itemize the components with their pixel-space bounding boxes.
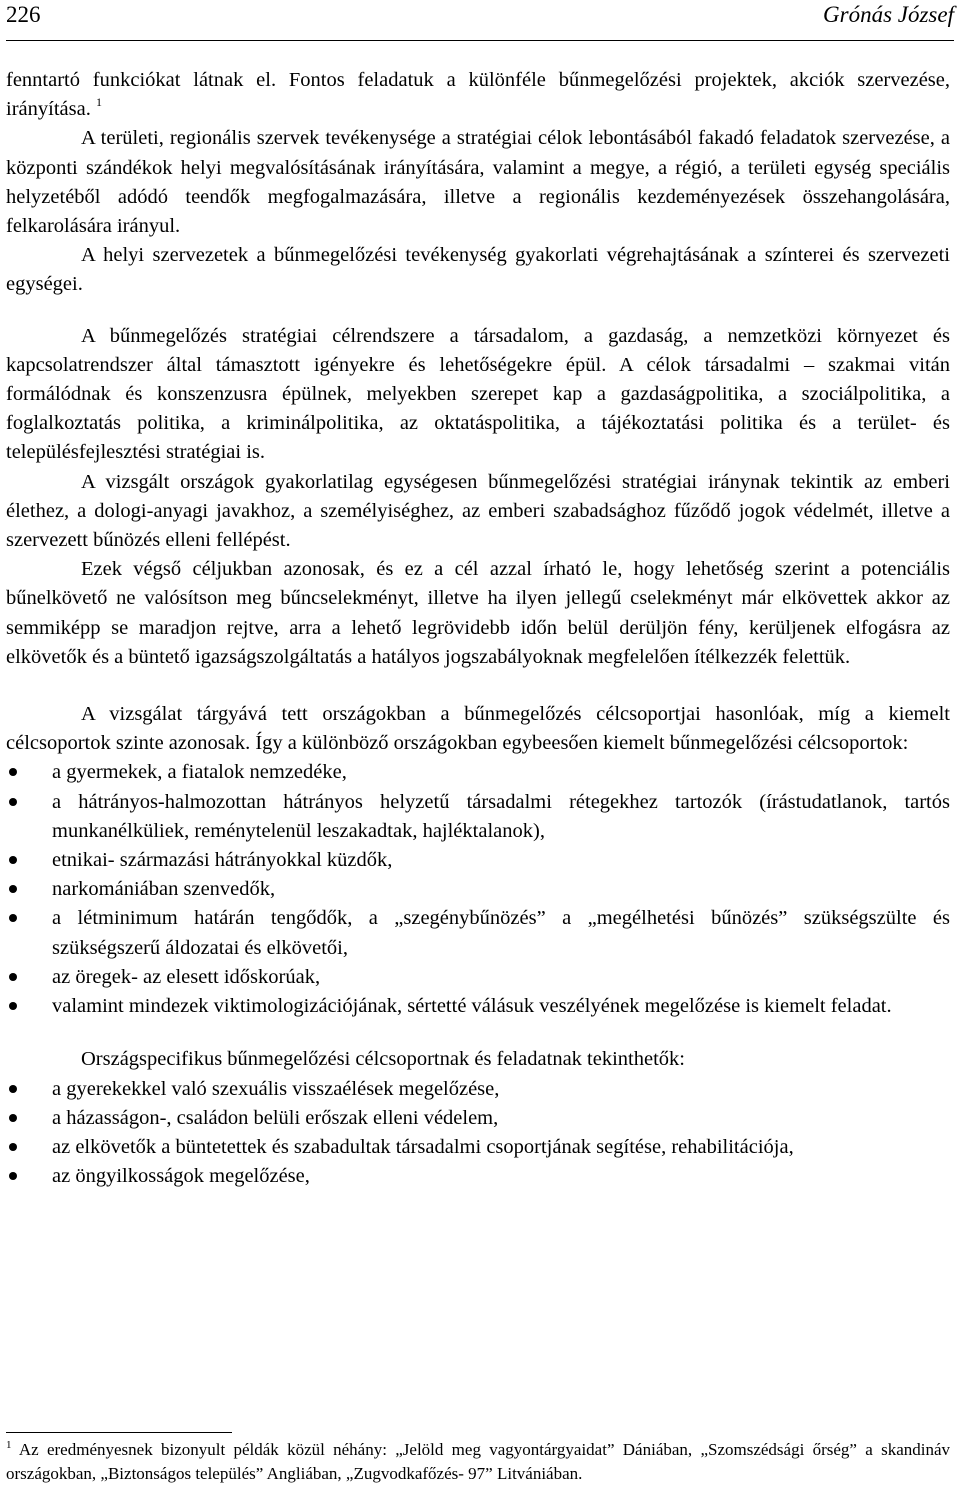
- list-item: a gyermekek, a fiatalok nemzedéke,: [6, 758, 950, 787]
- footnote: [6, 1438, 950, 1486]
- list-item: a hátrányos-halmozottan hátrányos helyzetű társadalmi rétegekhez tartozók (írástudatlanok, tartós munkanélküliek, reménytelenül leszakadtak, hajléktalanok),: [6, 788, 950, 846]
- paragraph-5: A vizsgált országok gyakorlatilag egységesen bűnmegelőzési stratégiai iránynak tekintik az emberi élethez, a dologi-anyagi javakhoz, a személyiséghez, az emberi szabadsághoz fűződő jogok védelmét, illetve a szervezett bűnözés elleni fellépést.: [6, 470, 950, 552]
- footnote-marker: 1: [6, 1439, 12, 1451]
- footnote-reference[interactable]: 1: [95, 95, 102, 110]
- page-body: [6, 66, 950, 1191]
- target-groups-list: [6, 758, 950, 1021]
- list-item: az öngyilkosságok megelőzése,: [6, 1162, 950, 1191]
- paragraph-8: Országspecifikus bűnmegelőzési célcsoportnak és feladatnak tekinthetők:: [81, 1048, 685, 1071]
- list-item: narkomániában szenvedők,: [6, 875, 950, 904]
- list-item: a létminimum határán tengődők, a „szegénybűnözés” a „megélhetési bűnözés” szükségszülte és szükségszerű áldozatai és elkövetői,: [6, 904, 950, 962]
- country-specific-list: [6, 1075, 950, 1192]
- header-author: Grónás József: [823, 2, 954, 27]
- list-item: valamint mindezek viktimologizációjának, sértetté válásuk veszélyének megelőzése is kiemelt feladat.: [6, 992, 950, 1021]
- list-item: az elkövetők a büntetettek és szabadultak társadalmi csoportjának segítése, rehabilitációja,: [6, 1133, 950, 1162]
- list-item: a házasságon-, családon belüli erőszak elleni védelem,: [6, 1104, 950, 1133]
- footnote-rule: [6, 1432, 232, 1433]
- paragraph-3: A helyi szervezetek a bűnmegelőzési tevékenység gyakorlati végrehajtásának a színterei és szervezeti egységei.: [6, 244, 950, 296]
- paragraph-7: A vizsgálat tárgyává tett országokban a bűnmegelőzés célcsoportjai hasonlóak, míg a kiemelt célcsoportok szinte azonosak. Így a különböző országokban egybeesően kiemelt bűnmegelőzési célcsoportok:: [6, 703, 950, 755]
- page-header: [6, 0, 954, 44]
- paragraph-2: A területi, regionális szervek tevékenysége a stratégiai célok lebontásából fakadó feladatok szervezése, a központi szándékok helyi megvalósításának irányítására, valamint a megye, a régió, a területi egység speciális helyzetéből adódó teendők megfogalmazására, illetve a regionális kezdeményezések összehangolására, felkarolására irányul.: [6, 127, 950, 238]
- list-item: az öregek- az elesett időskorúak,: [6, 963, 950, 992]
- list-item: etnikai- származási hátrányokkal küzdők,: [6, 846, 950, 875]
- footnote-text: Az eredményesnek bizonyult példák közül néhány: „Jelöld meg vagyontárgyaidat” Dániában, „Szomszédsági őrség” a skandináv országokban, „Biztonságos település” Angliában, „Zugvodkafőzés- 97” Litvániában.: [6, 1440, 951, 1483]
- list-item: a gyerekekkel való szexuális visszaélések megelőzése,: [6, 1075, 950, 1104]
- paragraph-1: fenntartó funkciókat látnak el. Fontos feladatuk a különféle bűnmegelőzési projektek, akciók szervezése, irányítása. $^1$: [6, 69, 950, 121]
- header-rule: [6, 40, 954, 41]
- paragraph-4: A bűnmegelőzés stratégiai célrendszere a társadalom, a gazdaság, a nemzetközi környezet és kapcsolatrendszer által támasztott igényekre és lehetőségekre épül. A célok társadalmi – szakmai vitán formálódnak és konszenzusra épülnek, melyekben szerepet kap a gazdaságpolitika, a szociálpolitika, a foglalkoztatás politika, a kriminálpolitika, az oktatáspolitika, a tájékoztatási politika és a terület- és településfejlesztési stratégiai is.: [6, 324, 950, 464]
- page-number: 226: [6, 2, 41, 27]
- paragraph-6: Ezek végső céljukban azonosak, és ez a cél azzal írható le, hogy lehetőség szerint a potenciális bűnelkövető ne valósítson meg bűncselekményt, illetve ha ilyen jellegű cselekményt már elkövettek akkor az semmiképp se maradjon rejtve, arra a lehető legrövidebb időn belül derüljön fény, kerüljenek elfogásra az elkövetők és a büntető igazságszolgáltatás a hatályos jogszabályoknak megfelelően ítélkezzék felettük.: [6, 558, 950, 668]
